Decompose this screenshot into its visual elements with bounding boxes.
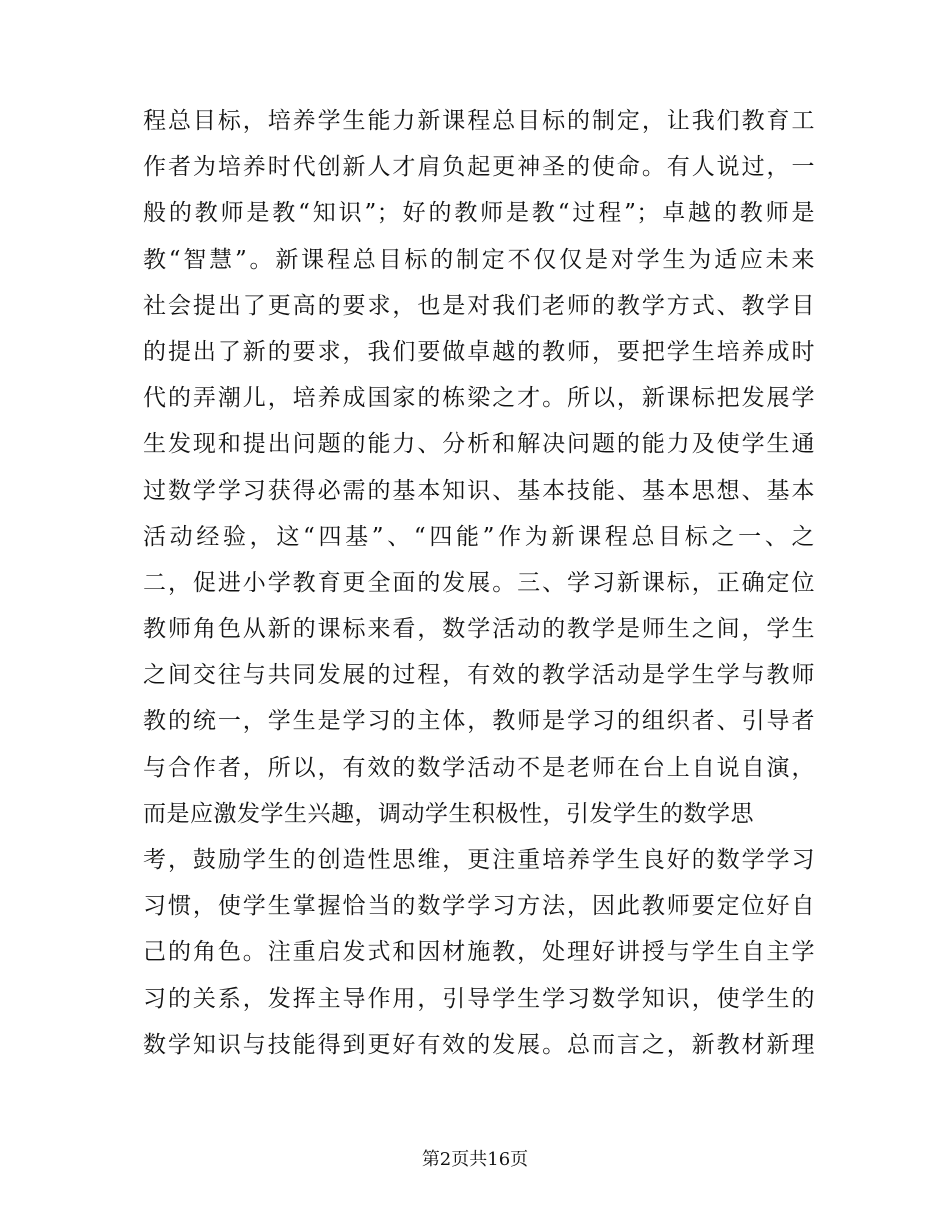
text-line: 数学知识与技能得到更好有效的发展。总而言之，新教材新理 <box>143 1031 815 1058</box>
text-line: 般的教师是教“知识”；好的教师是教“过程”；卓越的教师是 <box>143 200 815 227</box>
text-line: 之间交往与共同发展的过程，有效的教学活动是学生学与教师 <box>143 662 815 689</box>
text-line: 社会提出了更高的要求，也是对我们老师的教学方式、教学目 <box>143 292 815 319</box>
text-line: 己的角色。注重启发式和因材施教，处理好讲授与学生自主学 <box>143 939 815 966</box>
text-line: 代的弄潮儿，培养成国家的栋梁之才。所以，新课标把发展学 <box>143 385 815 412</box>
text-line: 与合作者，所以，有效的数学活动不是老师在台上自说自演， <box>143 754 815 781</box>
text-line: 生发现和提出问题的能力、分析和解决问题的能力及使学生通 <box>143 431 815 458</box>
text-line: 过数学学习获得必需的基本知识、基本技能、基本思想、基本 <box>143 477 815 504</box>
body-text <box>143 98 815 1068</box>
text-line: 的提出了新的要求，我们要做卓越的教师，要把学生培养成时 <box>143 338 815 365</box>
text-line: 而是应激发学生兴趣，调动学生积极性，引发学生的数学思 <box>143 800 754 827</box>
text-line: 活动经验，这“四基”、“四能”作为新课程总目标之一、之 <box>143 523 815 550</box>
text-line: 教“智慧”。新课程总目标的制定不仅仅是对学生为适应未来 <box>143 246 815 273</box>
text-line: 考，鼓励学生的创造性思维，更注重培养学生良好的数学学习 <box>143 847 815 873</box>
text-line: 教师角色从新的课标来看，数学活动的教学是师生之间，学生 <box>143 616 815 643</box>
text-line: 程总目标，培养学生能力新课程总目标的制定，让我们教育工 <box>143 108 815 134</box>
page-number-footer: 第2页共16页 <box>421 1149 529 1170</box>
text-line: 作者为培养时代创新人才肩负起更神圣的使命。有人说过，一 <box>143 154 815 181</box>
text-line: 习的关系，发挥主导作用，引导学生学习数学知识，使学生的 <box>143 985 815 1012</box>
text-line: 习惯，使学生掌握恰当的数学学习方法，因此教师要定位好自 <box>143 893 815 920</box>
text-line: 教的统一，学生是学习的主体，教师是学习的组织者、引导者 <box>143 708 815 735</box>
text-line: 二，促进小学教育更全面的发展。三、学习新课标，正确定位 <box>143 569 815 596</box>
